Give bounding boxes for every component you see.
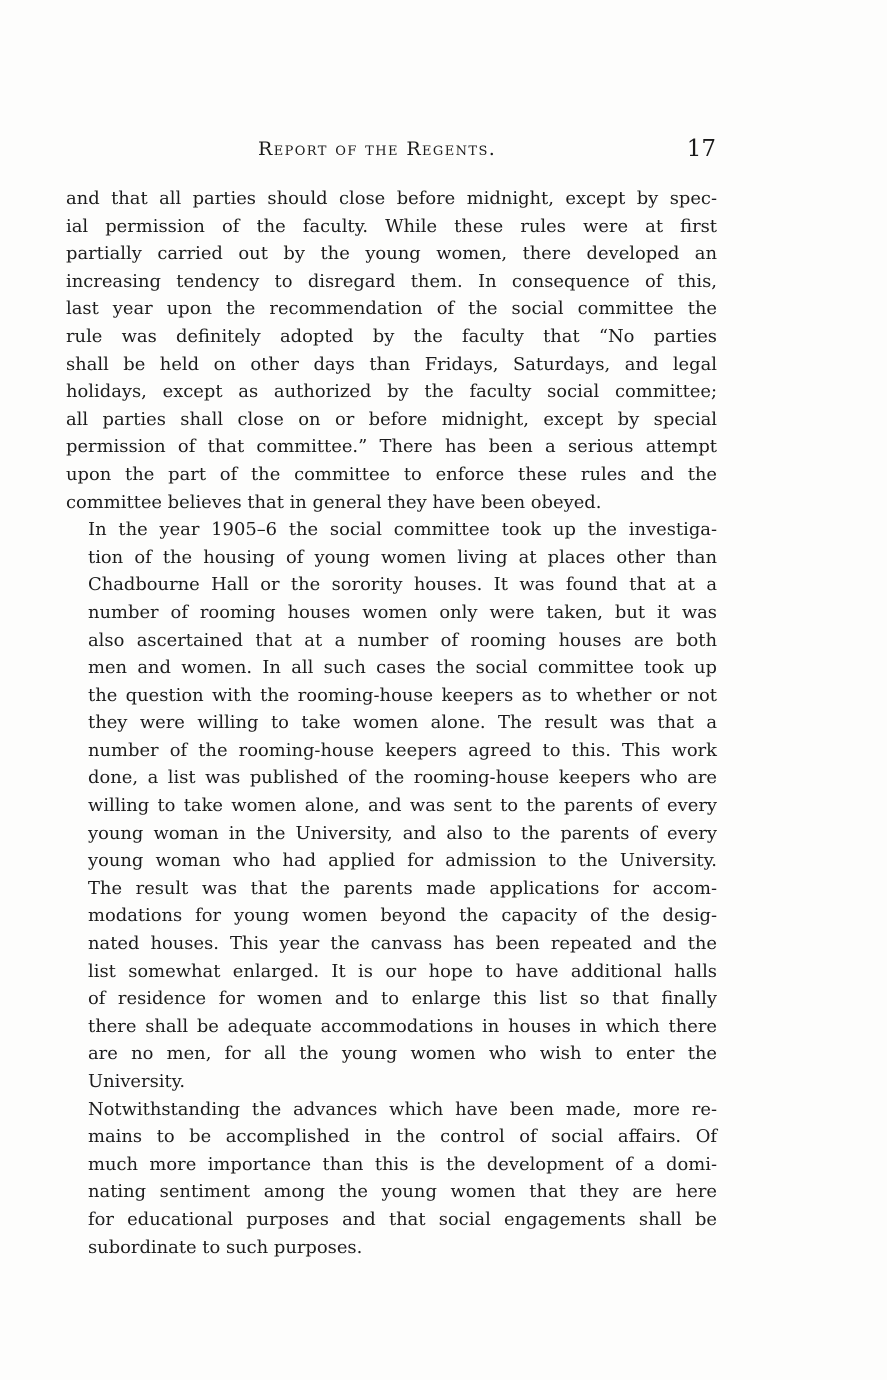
text-line: nated houses. This year the canvass has been repeated and the <box>88 933 717 955</box>
text-line: also ascertained that at a number of rooming houses are both <box>88 629 717 651</box>
text-line: last year upon the recommendation of the social committee the <box>66 298 717 320</box>
text-line: modations for young women beyond the capacity of the desig- <box>88 905 717 927</box>
paragraph-2 <box>66 516 717 1095</box>
text-line: University. <box>88 1071 186 1092</box>
paragraph-1 <box>66 185 717 516</box>
text-line: shall be held on other days than Fridays, Saturdays, and legal <box>66 353 717 375</box>
text-line: committee believes that in general they have been obeyed. <box>66 491 602 513</box>
text-line: men and women. In all such cases the social committee took up <box>88 657 717 679</box>
text-line: mains to be accomplished in the control of social affairs. Of <box>88 1126 717 1148</box>
text-line: ial permission of the faculty. While these rules were at first <box>66 215 717 237</box>
text-line: tion of the housing of young women living at places other than <box>88 546 717 568</box>
text-line: much more importance than this is the development of a domi- <box>88 1153 717 1175</box>
text-line: Notwithstanding the advances which have been made, more re- <box>88 1098 717 1120</box>
text-line: list somewhat enlarged. It is our hope to have additional halls <box>88 960 717 982</box>
text-line: done, a list was published of the rooming-house keepers who are <box>88 767 717 789</box>
text-line: increasing tendency to disregard them. In consequence of this, <box>66 270 717 292</box>
text-line: all parties shall close on or before midnight, except by special <box>66 408 717 430</box>
text-line: number of rooming houses women only were taken, but it was <box>88 601 717 623</box>
text-line: rule was definitely adopted by the faculty that “No parties <box>66 325 717 347</box>
text-line: partially carried out by the young women, there developed an <box>66 243 717 265</box>
text-line: holidays, except as authorized by the faculty social committee; <box>66 381 717 403</box>
running-title: Report of the Regents. <box>258 138 497 160</box>
page-number: 17 <box>686 136 716 162</box>
text-line: young woman who had applied for admission to the University. <box>88 850 717 872</box>
text-line: there shall be adequate accommodations in houses in which there <box>88 1015 717 1037</box>
running-head <box>66 136 718 166</box>
text-line: nating sentiment among the young women that they are here <box>88 1181 717 1203</box>
body-text <box>66 185 717 1261</box>
text-line: are no men, for all the young women who wish to enter the <box>88 1043 717 1065</box>
text-line: In the year 1905–6 the social committee took up the investiga- <box>88 519 717 541</box>
text-line: willing to take women alone, and was sent to the parents of every <box>88 795 717 817</box>
text-line: subordinate to such purposes. <box>88 1236 363 1258</box>
text-line: permission of that committee.” There has been a serious attempt <box>66 436 717 458</box>
text-line: they were willing to take women alone. The result was that a <box>88 712 717 734</box>
text-line: of residence for women and to enlarge this list so that finally <box>88 988 717 1010</box>
text-line: young woman in the University, and also to the parents of every <box>88 822 717 844</box>
text-line: The result was that the parents made applications for accom- <box>88 877 717 899</box>
text-line: number of the rooming-house keepers agreed to this. This work <box>88 739 717 761</box>
text-line: Chadbourne Hall or the sorority houses. It was found that at a <box>88 574 717 596</box>
text-line: the question with the rooming-house keepers as to whether or not <box>88 684 717 706</box>
paragraph-3 <box>66 1096 717 1262</box>
text-line: upon the part of the committee to enforce these rules and the <box>66 463 717 485</box>
text-line: and that all parties should close before midnight, except by spec- <box>66 188 717 209</box>
text-line: for educational purposes and that social engagements shall be <box>88 1208 717 1230</box>
